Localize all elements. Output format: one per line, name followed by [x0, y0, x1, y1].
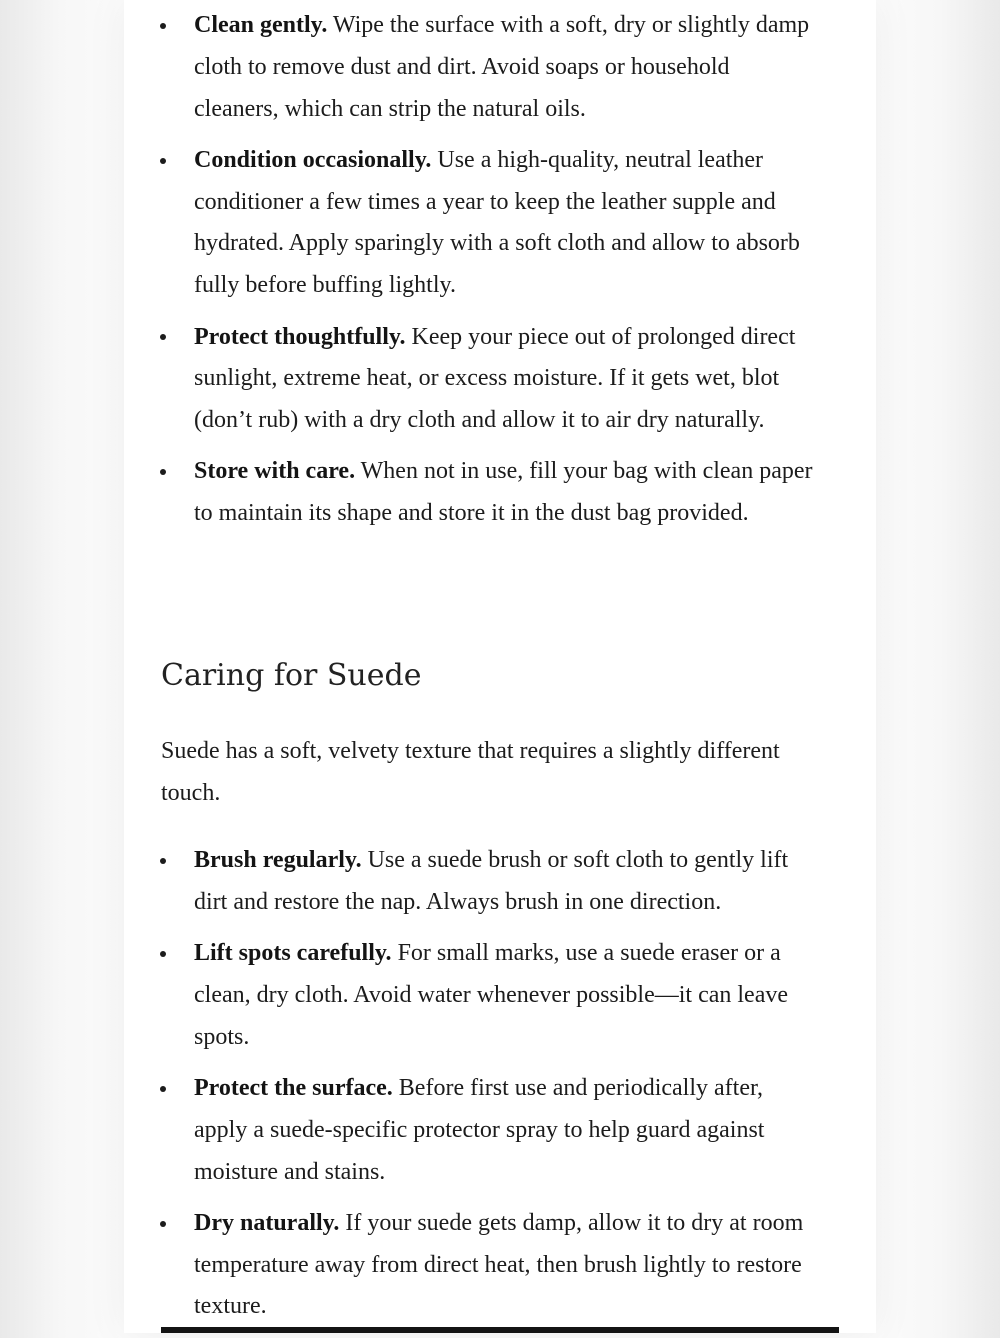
list-item [160, 140, 820, 307]
bullet-icon [160, 1203, 166, 1245]
bullet-icon [160, 933, 166, 975]
suede-care-list [160, 840, 820, 1338]
leather-care-list [160, 5, 820, 545]
item-text: When not in use, fill your bag with clean paper to maintain its shape and store it in the dust bag provided. [194, 458, 813, 527]
item-lead: Brush regularly. [194, 847, 362, 873]
item-lead: Store with care. [194, 458, 356, 485]
bullet-icon [160, 317, 166, 359]
item-text: Use a suede brush or soft cloth to gently lift dirt and restore the nap. Always brush in one direction. [194, 847, 789, 915]
list-item [160, 317, 820, 442]
item-text: If your suede gets damp, allow it to dry at room temperature away from direct heat, then brush lightly to restore texture. [194, 1209, 804, 1320]
bullet-icon [160, 840, 166, 882]
item-text: Before first use and periodically after, apply a suede-specific protector spray to help guard against moisture and stains. [194, 1074, 765, 1185]
list-item [160, 840, 820, 924]
bullet-icon [160, 451, 166, 493]
bullet-icon [160, 140, 166, 182]
item-text: Use a high-quality, neutral leather conditioner a few times a year to keep the leather supple and hydrated. Apply sparingly with a soft cloth and allow to absorb fully before buffing lightly. [194, 146, 800, 299]
bullet-icon [160, 1068, 166, 1110]
item-lead: Dry naturally. [194, 1209, 340, 1236]
bullet-icon [160, 5, 166, 47]
section-intro: Suede has a soft, velvety texture that requires a slightly different touch. [161, 738, 780, 806]
list-item [160, 933, 820, 1058]
section-divider [161, 1327, 839, 1333]
list-item [160, 1068, 820, 1193]
item-lead: Condition occasionally. [194, 146, 432, 173]
section-heading: Caring for Suede [161, 658, 422, 693]
list-item [160, 5, 820, 130]
item-text: Keep your piece out of prolonged direct sunlight, extreme heat, or excess moisture. If it gets wet, blot (don’t rub) with a dry cloth and allow it to air dry naturally. [194, 323, 796, 434]
item-lead: Lift spots carefully. [194, 940, 392, 967]
item-lead: Clean gently. [194, 12, 328, 38]
item-text: Wipe the surface with a soft, dry or slightly damp cloth to remove dust and dirt. Avoid soaps or household cleaners, which can strip the natural oils. [194, 12, 810, 122]
item-lead: Protect thoughtfully. [194, 323, 406, 350]
item-text: For small marks, use a suede eraser or a clean, dry cloth. Avoid water whenever possible—it can leave spots. [194, 940, 789, 1050]
item-lead: Protect the surface. [194, 1074, 393, 1101]
list-item [160, 451, 820, 535]
list-item [160, 1203, 820, 1328]
